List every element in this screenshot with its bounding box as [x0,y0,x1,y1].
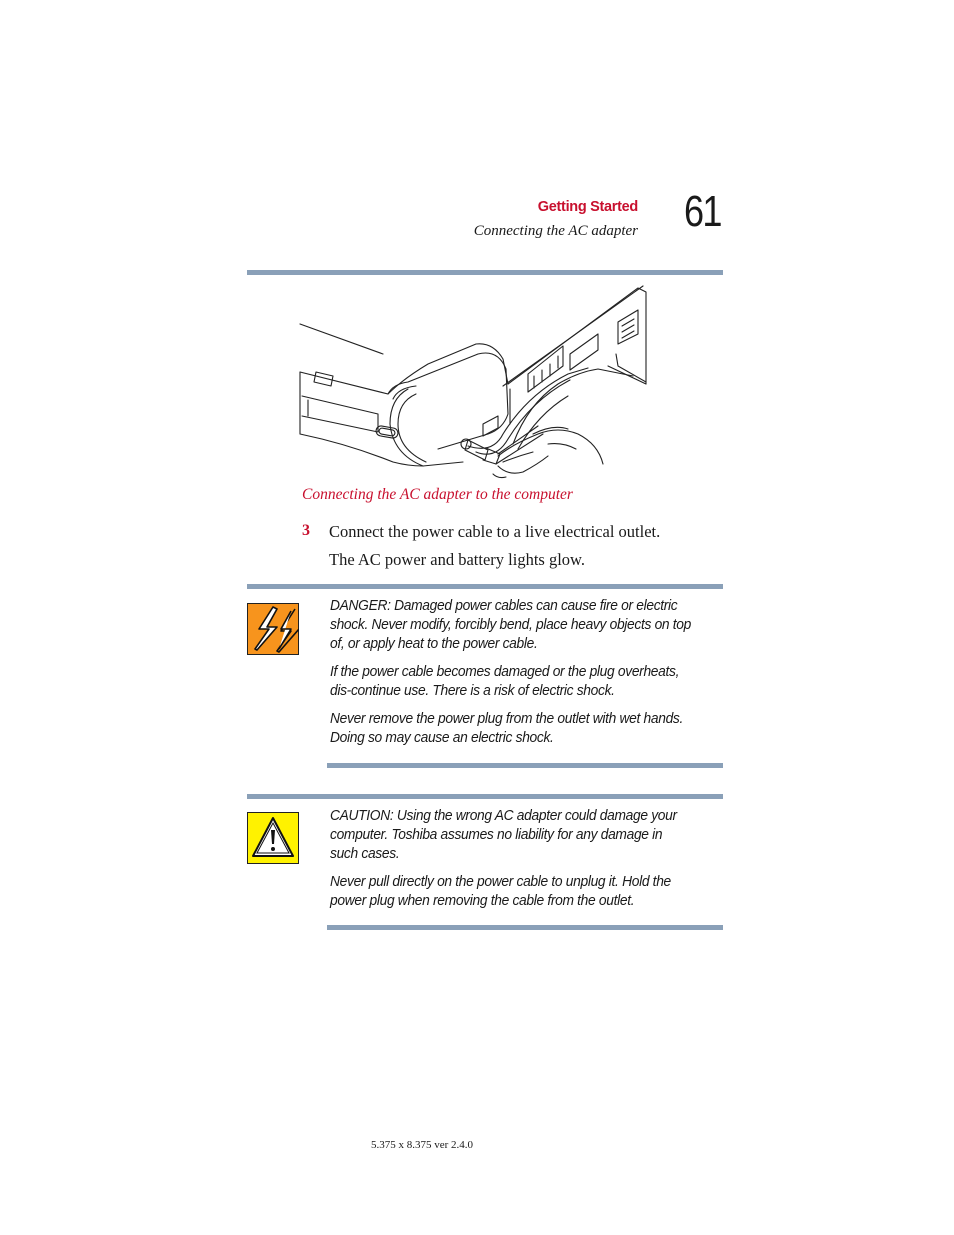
footer-version: 5.375 x 8.375 ver 2.4.0 [371,1139,474,1151]
page-number: 61 [684,187,721,236]
step-text: Connect the power cable to a live electrical outlet. [329,522,661,541]
subsection-title: Connecting the AC adapter [473,223,638,239]
danger-paragraph-3: Never remove the power plug from the outlet with wet hands. Doing so may cause an electric shock. [330,710,684,746]
section-title: Getting Started [537,199,638,215]
caution-bottom-rule [327,925,723,930]
caution-paragraph-2: Never pull directly on the power cable to unplug it. Hold the power plug when removing the cable from the outlet. [330,873,671,909]
danger-top-rule [247,584,723,589]
caution-notice [330,806,693,910]
caution-top-rule [247,794,723,799]
danger-bottom-rule [327,763,723,768]
figure-caption: Connecting the AC adapter to the computer [302,486,573,503]
step-number: 3 [302,522,310,539]
danger-paragraph-2: If the power cable becomes damaged or the plug overheats, dis-continue use. There is a risk of electric shock. [330,663,680,699]
laptop-ac-adapter-illustration [298,284,650,484]
step-result: The AC power and battery lights glow. [329,550,586,569]
danger-high-voltage-icon [247,603,299,655]
top-rule [247,270,723,275]
caution-paragraph-1: CAUTION: Using the wrong AC adapter could damage your computer. Toshiba assumes no liability for any damage in such cases. [330,807,677,862]
danger-paragraph-1: DANGER: Damaged power cables can cause fire or electric shock. Never modify, forcibly bend, place heavy objects on top of, or apply heat to the power cable. [330,597,692,652]
caution-warning-triangle-icon [247,812,299,864]
danger-notice [330,596,693,747]
